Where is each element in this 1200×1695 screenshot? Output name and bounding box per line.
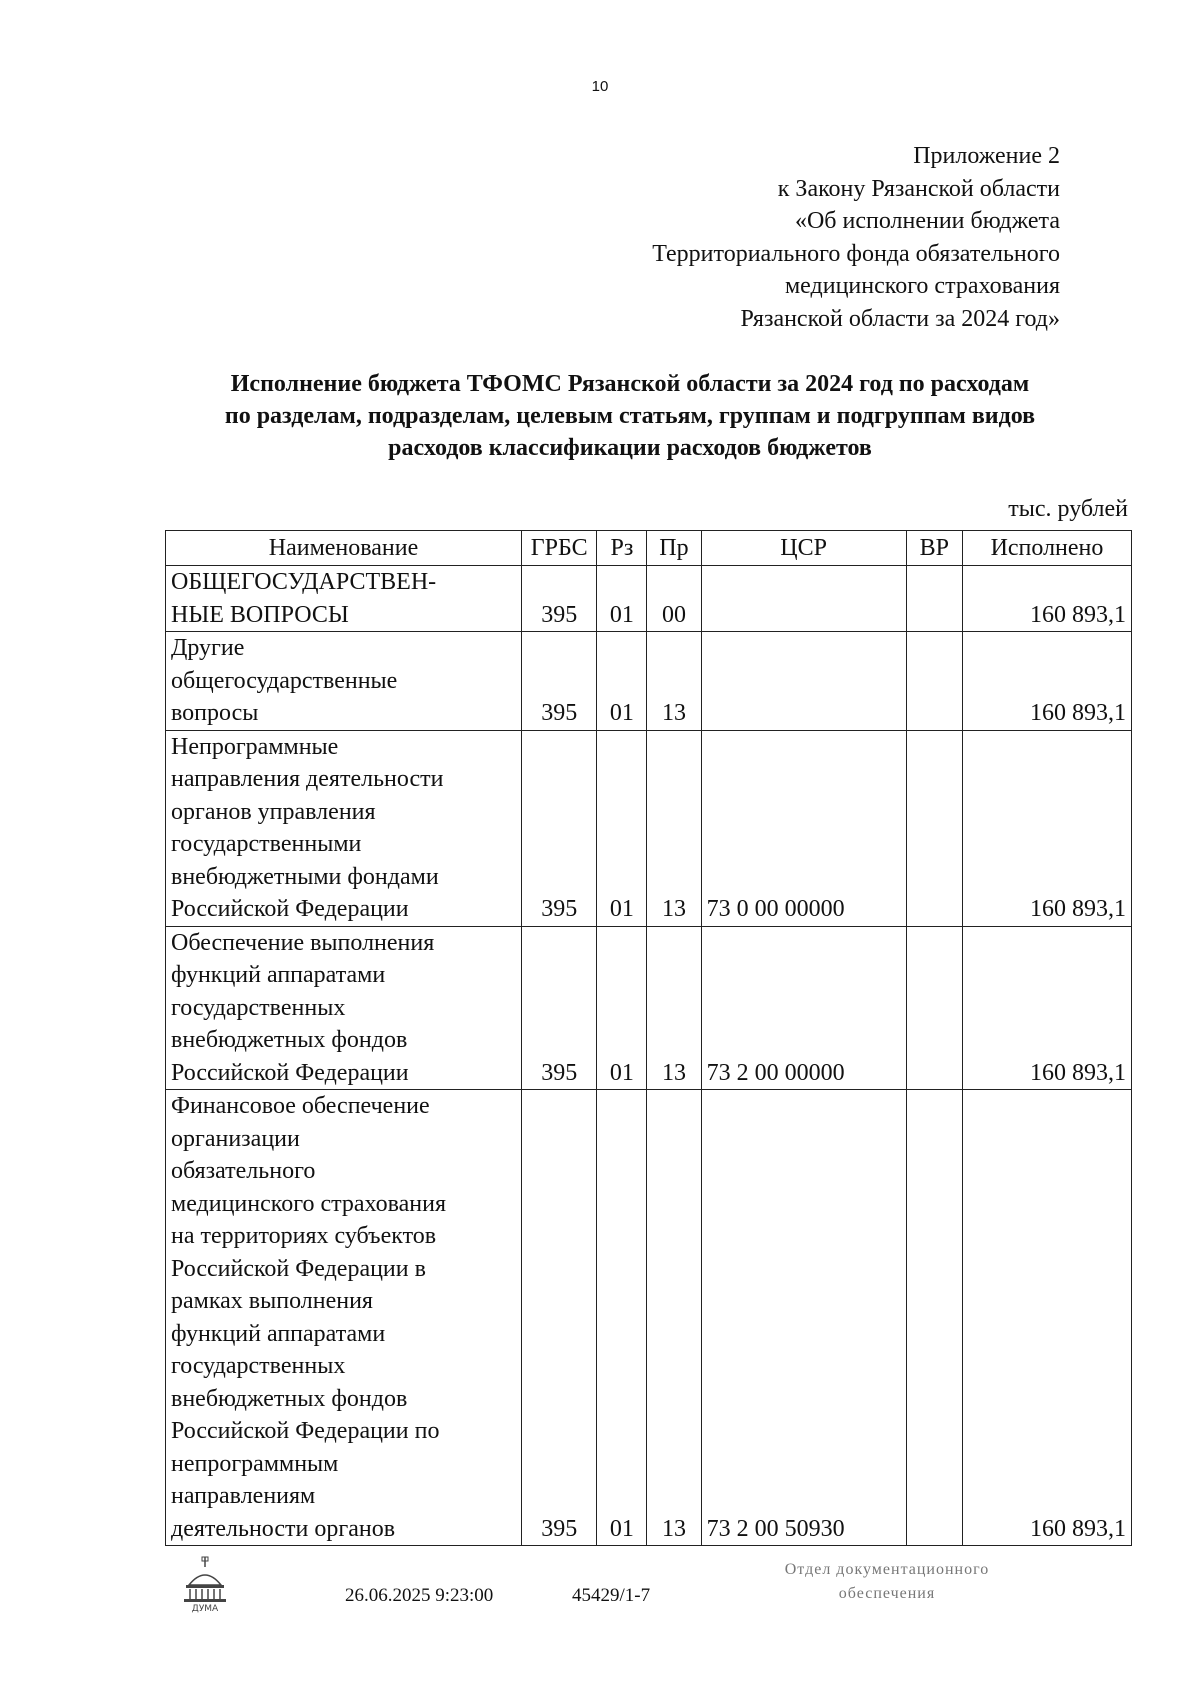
cell-name-line: рамках выполнения — [171, 1288, 373, 1314]
cell-vr — [906, 926, 962, 1090]
cell-name — [166, 730, 522, 926]
footer-reg-number: 45429/1-7 — [572, 1585, 651, 1606]
cell-csr: 73 2 00 00000 — [701, 926, 906, 1090]
department-line: обеспечения — [838, 1585, 936, 1602]
cell-name-line: Финансовое обеспечение — [171, 1093, 430, 1119]
cell-amount: 160 893,1 — [962, 566, 1131, 632]
cell-rz: 01 — [597, 632, 647, 731]
header-csr: ЦСР — [701, 531, 906, 566]
table-row — [166, 730, 1132, 926]
cell-name-line: НЫЕ ВОПРОСЫ — [171, 601, 349, 628]
cell-vr — [906, 566, 962, 632]
cell-name-line: вопросы — [171, 700, 259, 726]
header-vr: ВР — [906, 531, 962, 566]
cell-name-line: непрограммным — [171, 1450, 339, 1477]
header-amount: Исполнено — [962, 531, 1131, 566]
cell-name-line: Другие — [171, 635, 245, 661]
header-rz: Рз — [597, 531, 647, 566]
cell-name-line: государственными — [171, 831, 362, 857]
appendix-line: к Закону Рязанской области — [777, 175, 1060, 202]
cell-grbs: 395 — [522, 730, 597, 926]
footer-datetime: 26.06.2025 9:23:00 — [345, 1585, 494, 1606]
cell-csr — [701, 632, 906, 731]
header-grbs: ГРБС — [522, 531, 597, 566]
appendix-line: «Об исполнении бюджета — [794, 208, 1060, 234]
appendix-line: Территориального фонда обязательного — [652, 240, 1060, 267]
cell-name-line: Российской Федерации в — [171, 1255, 426, 1282]
cell-name-line: внебюджетных фондов — [171, 1385, 408, 1412]
document-title — [150, 368, 1110, 464]
cell-name-line: функций аппаратами — [171, 1320, 386, 1347]
cell-vr — [906, 1090, 962, 1546]
appendix-line: Приложение 2 — [913, 143, 1060, 169]
cell-name-line: общегосударственные — [171, 667, 398, 694]
cell-name-line: деятельности органов — [171, 1515, 396, 1542]
title-line: Исполнение бюджета ТФОМС Рязанской области за 2024 год по расходам — [230, 371, 1030, 397]
duma-logo — [180, 1555, 230, 1615]
cell-name-line: обязательного — [171, 1158, 316, 1184]
cell-vr — [906, 730, 962, 926]
cell-grbs: 395 — [522, 1090, 597, 1546]
cell-rz: 01 — [597, 730, 647, 926]
appendix-line: медицинского страхования — [784, 273, 1060, 299]
cell-amount: 160 893,1 — [962, 730, 1131, 926]
cell-grbs: 395 — [522, 926, 597, 1090]
cell-rz: 01 — [597, 926, 647, 1090]
appendix-line: Рязанской области за 2024 год» — [740, 305, 1060, 332]
cell-csr — [701, 566, 906, 632]
cell-name — [166, 1090, 522, 1546]
cell-name — [166, 926, 522, 1090]
title-line: по разделам, подразделам, целевым статьям, группам и подгруппам видов — [224, 403, 1036, 429]
department-stamp — [742, 1558, 1032, 1606]
logo-label: ДУМА — [191, 1604, 219, 1614]
cell-name-line: функций аппаратами — [171, 962, 386, 988]
cell-name-line: Российской Федерации по — [171, 1418, 440, 1444]
table-header-row — [166, 531, 1132, 566]
cell-name-line: медицинского страхования — [171, 1190, 447, 1217]
cell-name-line: Непрограммные — [171, 733, 339, 760]
cell-amount: 160 893,1 — [962, 1090, 1131, 1546]
cell-name-line: Обеспечение выполнения — [171, 929, 435, 956]
cell-name-line: ОБЩЕГОСУДАРСТВЕН- — [171, 569, 437, 595]
cell-name-line: на территориях субъектов — [171, 1223, 437, 1249]
cell-name-line: органов управления — [171, 798, 376, 825]
cell-csr: 73 2 00 50930 — [701, 1090, 906, 1546]
cell-name-line: направления деятельности — [171, 766, 444, 792]
cell-rz: 01 — [597, 1090, 647, 1546]
cell-pr: 13 — [647, 632, 701, 731]
cell-pr: 13 — [647, 1090, 701, 1546]
cell-amount: 160 893,1 — [962, 632, 1131, 731]
cell-name-line: Российской Федерации — [171, 896, 409, 922]
cell-name — [166, 566, 522, 632]
cell-pr: 13 — [647, 730, 701, 926]
cell-name-line: внебюджетными фондами — [171, 863, 439, 890]
cell-name — [166, 632, 522, 731]
cell-name-line: организации — [171, 1125, 300, 1152]
units-label: тыс. рублей — [1008, 496, 1128, 522]
appendix-header — [652, 140, 1060, 335]
cell-name-line: внебюджетных фондов — [171, 1027, 408, 1053]
cell-pr: 13 — [647, 926, 701, 1090]
cell-name-line: направлениям — [171, 1483, 316, 1509]
cell-grbs: 395 — [522, 566, 597, 632]
cell-grbs: 395 — [522, 632, 597, 731]
cell-name-line: Российской Федерации — [171, 1059, 409, 1086]
cell-amount: 160 893,1 — [962, 926, 1131, 1090]
cell-pr: 00 — [647, 566, 701, 632]
department-line: Отдел документационного — [784, 1561, 990, 1578]
duma-logo-icon — [180, 1555, 230, 1615]
header-name: Наименование — [166, 531, 522, 566]
budget-table — [165, 530, 1132, 1546]
cell-name-line: государственных — [171, 1353, 346, 1379]
table-row — [166, 632, 1132, 731]
cell-csr: 73 0 00 00000 — [701, 730, 906, 926]
page-number: 10 — [591, 78, 609, 95]
cell-vr — [906, 632, 962, 731]
header-pr: Пр — [647, 531, 701, 566]
cell-name-line: государственных — [171, 994, 346, 1021]
table-row — [166, 1090, 1132, 1546]
table-row — [166, 926, 1132, 1090]
table-row — [166, 566, 1132, 632]
cell-rz: 01 — [597, 566, 647, 632]
title-line: расходов классификации расходов бюджетов — [388, 435, 872, 461]
